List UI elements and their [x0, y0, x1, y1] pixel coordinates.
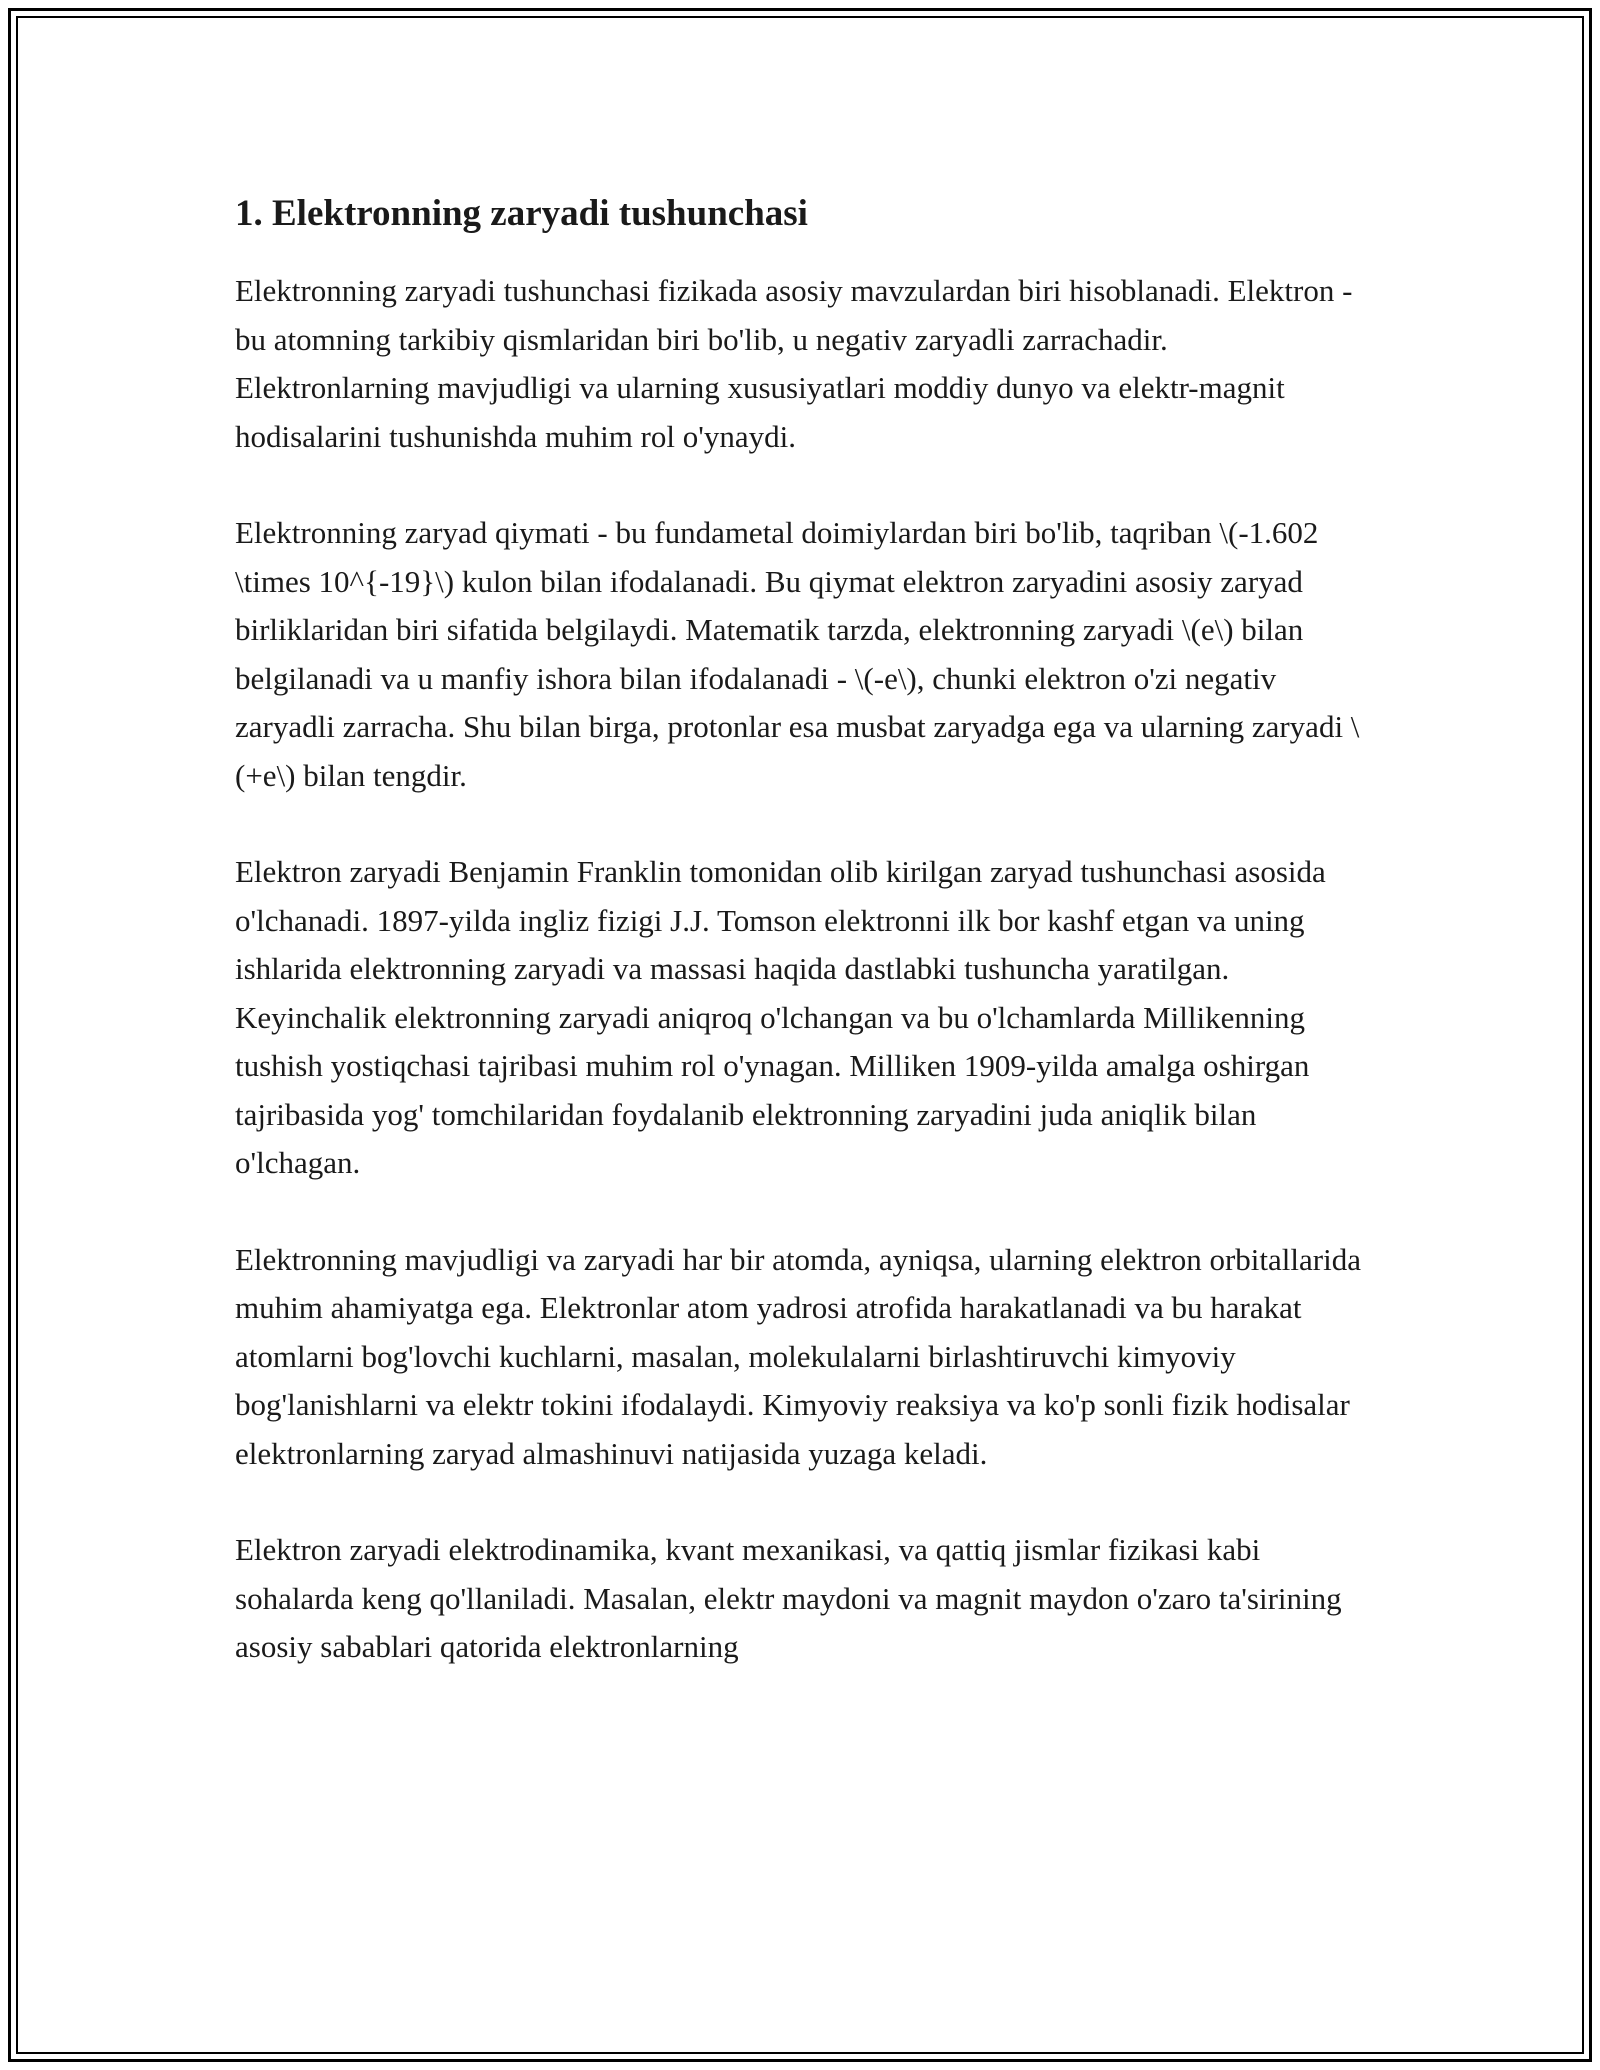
- section-heading: 1. Elektronning zaryadi tushunchasi: [235, 193, 808, 234]
- paragraph-1: Elektronning zaryadi tushunchasi fizikada asosiy mavzulardan biri hisoblanadi. Elektron - bu atomning tarkibiy qismlaridan biri bo'lib, u negativ zaryadli zarrachadir. Elektronlarning mavjudligi va ularning xususiyatlari moddiy dunyo va elektr-magnit hodisalarini tushunishda muhim rol o'ynaydi.: [235, 273, 1353, 454]
- paragraph-3: Elektron zaryadi Benjamin Franklin tomonidan olib kirilgan zaryad tushunchasi asosida o'lchanadi. 1897-yilda ingliz fizigi J.J. Tomson elektronni ilk bor kashf etgan va uning ishlarida elektronning zaryadi va massasi haqida dastlabki tushuncha yaratilgan. Keyinchalik elektronning zaryadi aniqroq o'lchangan va bu o'lchamlarda Millikenning tushish yostiqchasi tajribasi muhim rol o'ynagan. Milliken 1909-yilda amalga oshirgan tajribasida yog' tomchilaridan foydalanib elektronning zaryadini juda aniqlik bilan o'lchagan.: [235, 854, 1326, 1180]
- paragraph-2: Elektronning zaryad qiymati - bu fundametal doimiylardan biri bo'lib, taqriban \(-1.602 \times 10^{-19}\) kulon bilan ifodalanadi. Bu qiymat elektron zaryadini asosiy zaryad birliklaridan biri sifatida belgilaydi. Matematik tarzda, elektronning zaryadi \(e\) bilan belgilanadi va u manfiy ishora bilan ifodalanadi - \(-e\), chunki elektron o'zi negativ zaryadli zarracha. Shu bilan birga, protonlar esa musbat zaryadga ega va ularning zaryadi \(+e\) bilan tengdir.: [235, 515, 1360, 793]
- document-body: [235, 185, 1365, 1720]
- paragraph-4: Elektronning mavjudligi va zaryadi har bir atomda, ayniqsa, ularning elektron orbitallarida muhim ahamiyatga ega. Elektronlar atom yadrosi atrofida harakatlanadi va bu harakat atomlarni bog'lovchi kuchlarni, masalan, molekulalarni birlashtiruvchi kimyoviy bog'lanishlarni va elektr tokini ifodalaydi. Kimyoviy reaksiya va ko'p sonli fizik hodisalar elektronlarning zaryad almashinuvi natijasida yuzaga keladi.: [235, 1241, 1361, 1471]
- paragraph-5: Elektron zaryadi elektrodinamika, kvant mexanikasi, va qattiq jismlar fizikasi kabi sohalarda keng qo'llaniladi. Masalan, elektr maydoni va magnit maydon o'zaro ta'sirining asosiy sabablari qatorida elektronlarning: [235, 1532, 1342, 1664]
